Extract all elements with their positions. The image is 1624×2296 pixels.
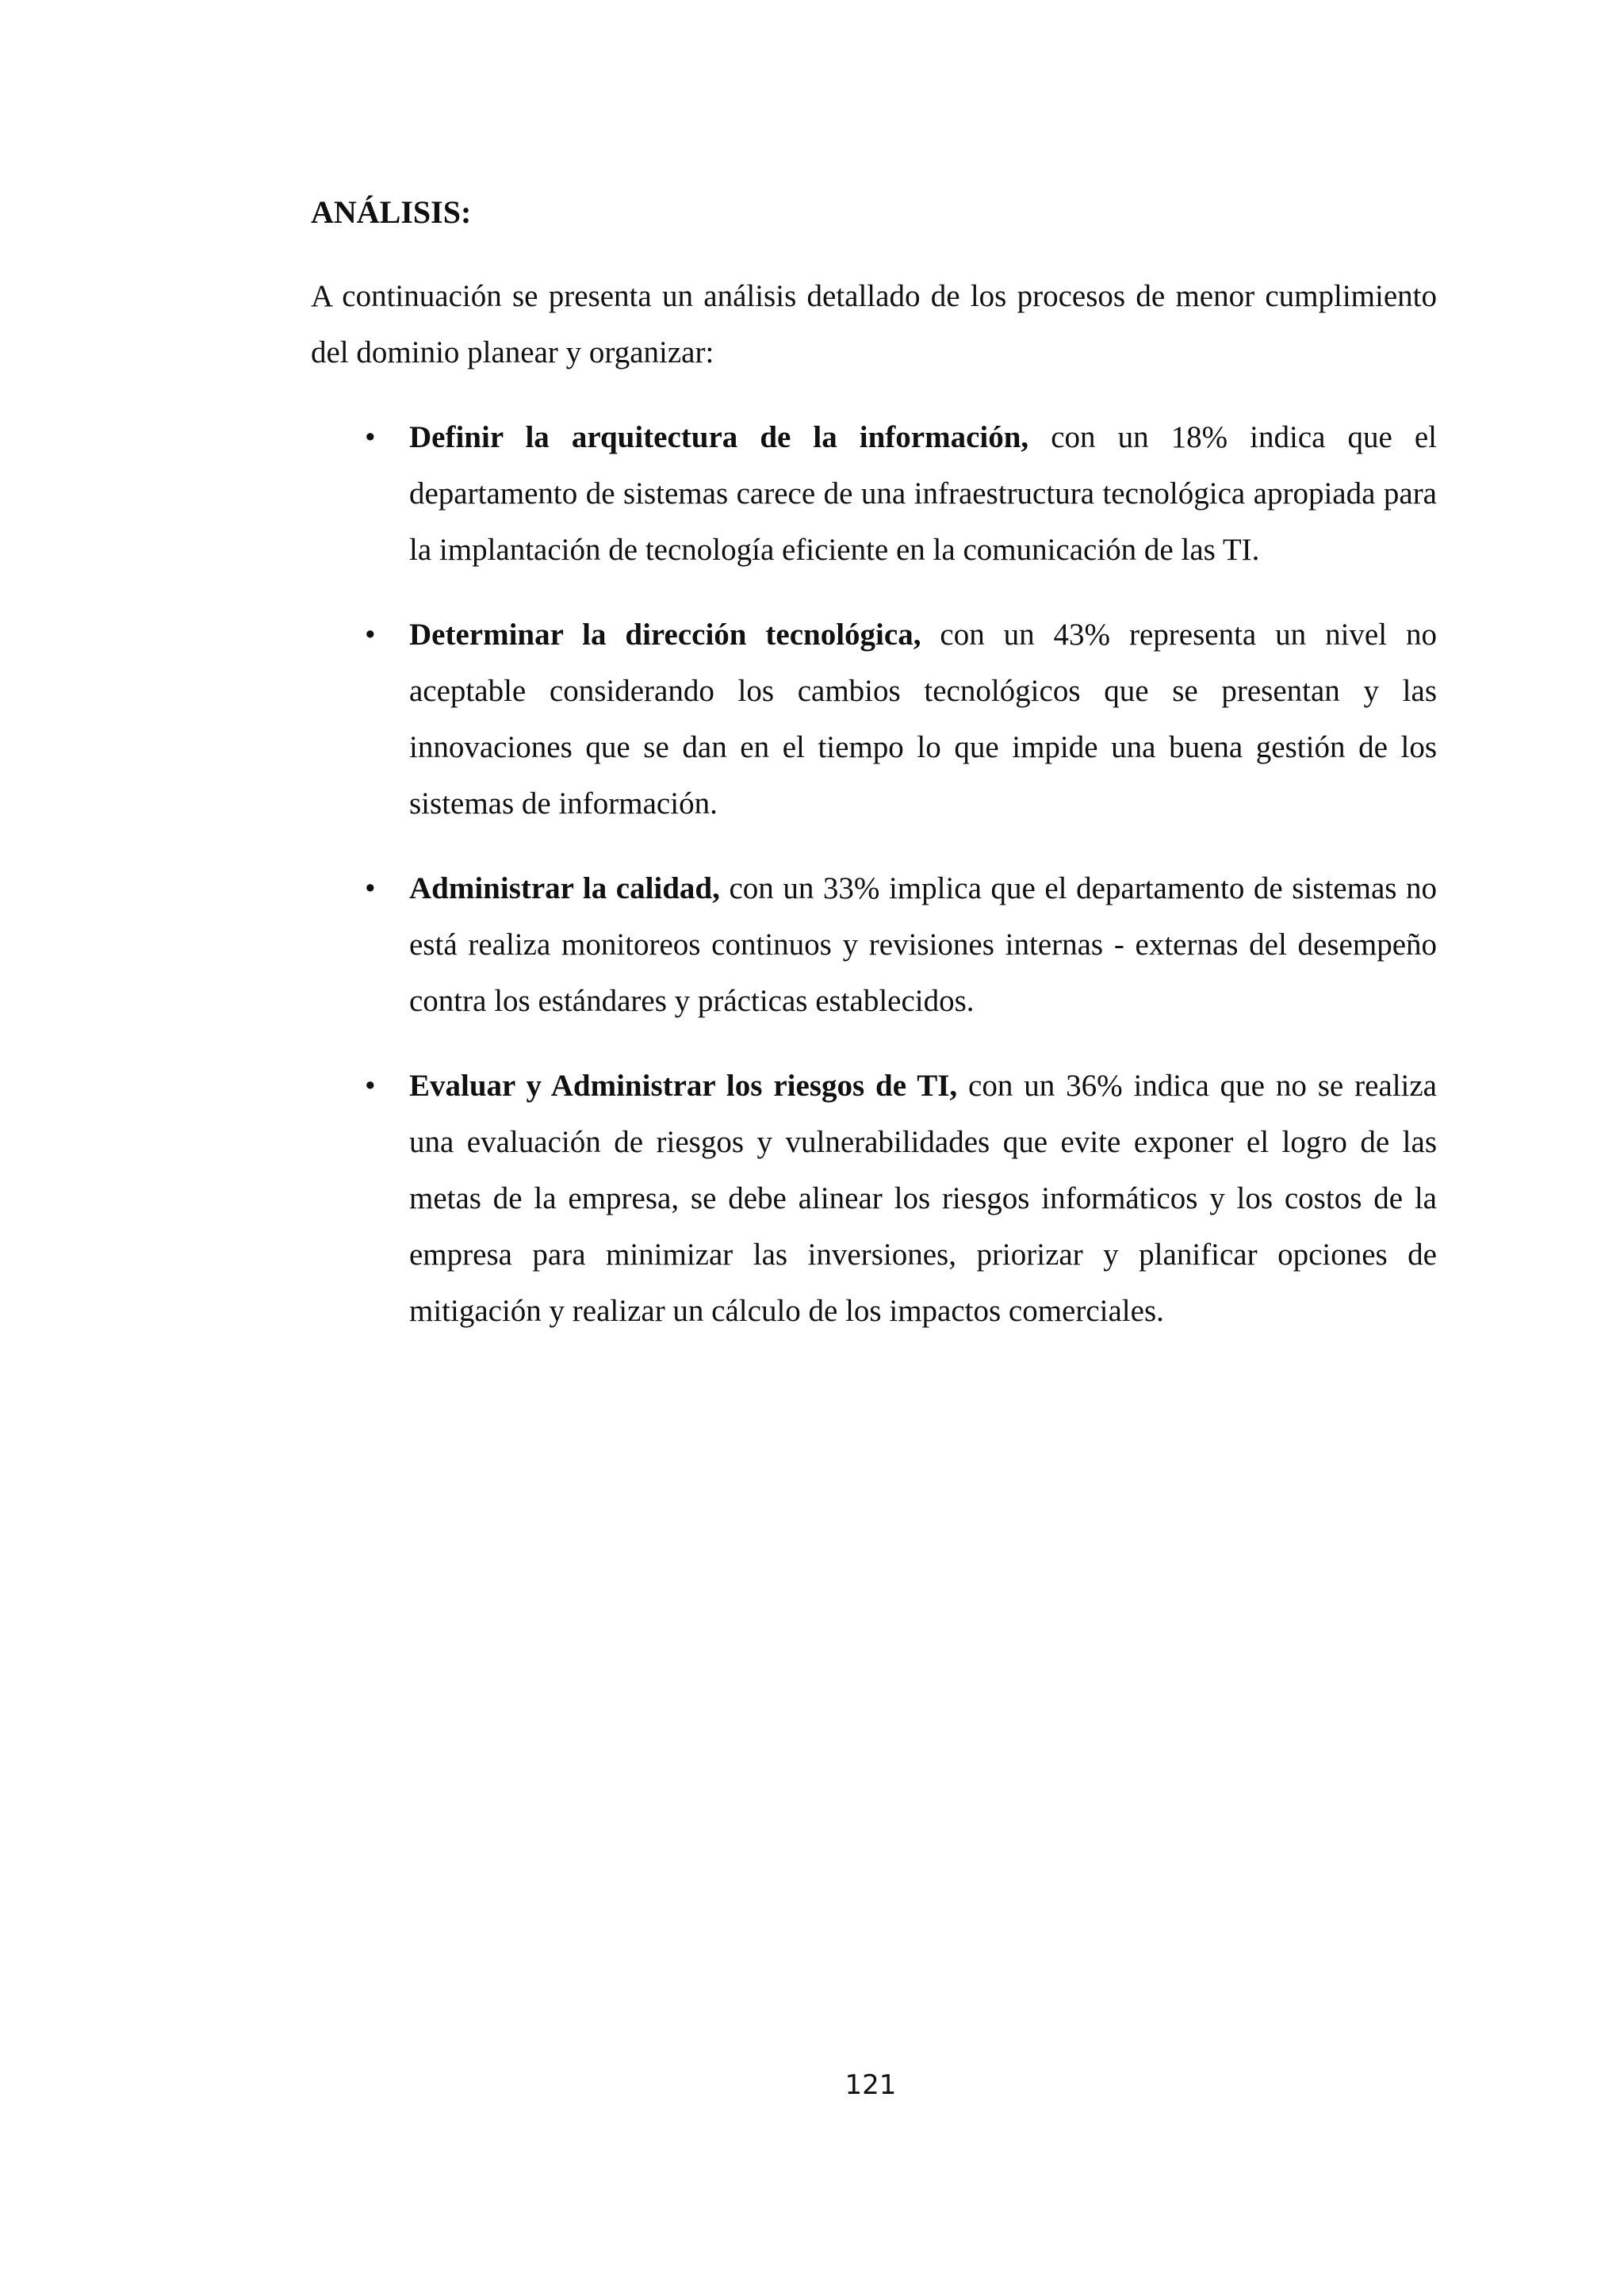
bullet-text: con un 36% indica que no se realiza una evaluación de riesgos y vulnerabilidades que evite exponer el logro de las metas de la empresa, se debe alinear los riesgos informáticos y los costos de la empresa para minimizar las inversiones, priorizar y planificar opciones de mitigación y realizar un cálculo de los impactos comerciales. <box>409 1069 1437 1328</box>
bullet-text: con un 33% implica que el departamento de sistemas no está realiza monitoreos continuos y revisiones internas - externas del desempeño contra los estándares y prácticas establecidos. <box>409 871 1437 1018</box>
bullet-icon: • <box>365 420 376 454</box>
bullet-icon: • <box>365 618 376 652</box>
list-item <box>311 1058 1437 1339</box>
page-number: 121 <box>845 2069 897 2101</box>
list-item <box>311 607 1437 832</box>
bullet-term: Evaluar y Administrar los riesgos de TI, <box>409 1069 958 1103</box>
list-item <box>311 409 1437 578</box>
bullet-list <box>311 409 1437 1339</box>
page-content <box>311 189 1437 1368</box>
bullet-term: Determinar la dirección tecnológica, <box>409 618 921 652</box>
list-item <box>311 860 1437 1029</box>
bullet-text: con un 43% representa un nivel no aceptable considerando los cambios tecnológicos que se presentan y las innovaciones que se dan en el tiempo lo que impide una buena gestión de los sistemas de información. <box>409 618 1437 821</box>
bullet-icon: • <box>365 1069 376 1103</box>
section-heading: ANÁLISIS: <box>311 194 472 230</box>
bullet-icon: • <box>365 871 376 905</box>
intro-paragraph: A continuación se presenta un análisis detallado de los procesos de menor cumplimiento del dominio planear y organizar: <box>311 279 1437 369</box>
bullet-term: Administrar la calidad, <box>409 871 720 905</box>
bullet-term: Definir la arquitectura de la información, <box>409 420 1029 454</box>
bullet-text: con un 18% indica que el departamento de sistemas carece de una infraestructura tecnológica apropiada para la implantación de tecnología eficiente en la comunicación de las TI. <box>409 420 1437 567</box>
